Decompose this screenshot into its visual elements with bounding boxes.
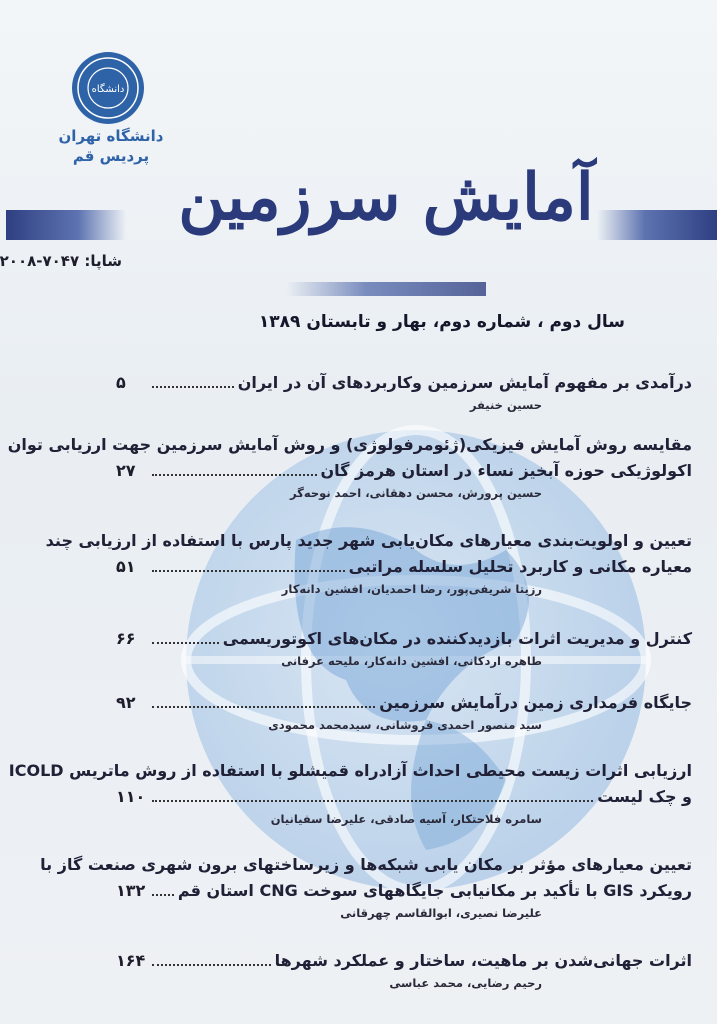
article-title: درآمدی بر مفهوم آمایش سرزمین وکاربردهای آن در ایران bbox=[237, 373, 692, 392]
page-number: ۶۶ bbox=[116, 629, 136, 648]
issn-number: شاپا: ۷۰۴۷-۲۰۰۸ bbox=[0, 252, 122, 270]
page-number: ۱۱۰ bbox=[116, 787, 146, 806]
page-number: ۵ bbox=[116, 373, 126, 392]
article-title: مقایسه روش آمایش فیزیکی(ژئومرفولوژی) و روش آمایش سرزمین جهت ارزیابی توان bbox=[7, 435, 692, 454]
page-number: ۱۳۲ bbox=[116, 881, 146, 900]
article-title-cont: رویکرد GIS با تأکید بر مکانیابی جایگاههای سوخت CNG استان قم bbox=[177, 881, 692, 900]
toc-entry-8 bbox=[116, 948, 692, 990]
university-logo-icon bbox=[70, 50, 146, 126]
article-title: اثرات جهانی‌شدن بر ماهیت، ساختار و عملکرد شهرها bbox=[274, 951, 692, 970]
article-title-cont: و چک لیست bbox=[597, 787, 692, 806]
article-authors: حسین پرورش، محسن دهقانی، احمد نوحه‌گر bbox=[290, 486, 542, 500]
toc-entry-5 bbox=[116, 690, 692, 732]
toc-entry-3 bbox=[45, 528, 692, 596]
underline-band bbox=[286, 282, 486, 296]
toc-entry-1 bbox=[116, 370, 692, 412]
article-title: تعیین معیارهای مؤثر بر مکان یابی شبکه‌ها و زیرساختهای برون شهری صنعت گاز با bbox=[40, 855, 692, 874]
article-title-cont: اکولوژیکی حوزه آبخیز نساء در استان هرمز گان bbox=[320, 461, 692, 480]
page-number: ۲۷ bbox=[116, 461, 136, 480]
article-authors: علیرضا نصیری، ابوالقاسم چهرقانی bbox=[340, 906, 542, 920]
top-band-left bbox=[6, 210, 126, 240]
article-authors: سید منصور احمدی فروشانی، سیدمحمد محمودی bbox=[268, 718, 542, 732]
issue-line: سال دوم ، شماره دوم، بهار و تابستان ۱۳۸۹ bbox=[258, 312, 625, 332]
journal-title: آمایش سرزمین bbox=[178, 160, 594, 235]
toc-entry-7 bbox=[40, 852, 692, 920]
article-authors: رحیم رضایی، محمد عباسی bbox=[389, 976, 542, 990]
logo-text: دانشگاه bbox=[91, 84, 125, 95]
article-title: کنترل و مدیریت اثرات بازدیدکننده در مکان‌های اکوتوریسمی bbox=[222, 629, 692, 648]
university-line1: دانشگاه تهران bbox=[58, 127, 164, 145]
article-title-cont: معیاره مکانی و کاربرد تحلیل سلسله مراتبی bbox=[348, 557, 692, 576]
article-title: جایگاه فرمداری زمین درآمایش سرزمین bbox=[379, 693, 692, 712]
page-number: ۱۶۴ bbox=[116, 951, 146, 970]
article-title: ارزیابی اثرات زیست محیطی احداث آزادراه قمیشلو با استفاده از روش ماتریس ICOLD bbox=[8, 761, 692, 780]
article-title: تعیین و اولویت‌بندی معیارهای مکان‌یابی شهر جدید پارس با استفاده از ارزیابی چند bbox=[45, 531, 692, 550]
toc-entry-2 bbox=[7, 432, 692, 500]
article-authors: سامره فلاحتکار، آسیه صادقی، علیرضا سفیانیان bbox=[270, 812, 542, 826]
page-number: ۵۱ bbox=[116, 557, 136, 576]
page-number: ۹۲ bbox=[116, 693, 136, 712]
toc-entry-4 bbox=[116, 626, 692, 668]
article-authors: طاهره اردکانی، افشین دانه‌کار، ملیحه عرفانی bbox=[281, 654, 542, 668]
toc-entry-6 bbox=[8, 758, 692, 826]
article-authors: حسین خنیفر bbox=[469, 398, 542, 412]
university-line2: پردیس قم bbox=[72, 147, 150, 165]
article-authors: رزیتا شریفی‌پور، رضا احمدیان، افشین دانه‌کار bbox=[281, 582, 542, 596]
